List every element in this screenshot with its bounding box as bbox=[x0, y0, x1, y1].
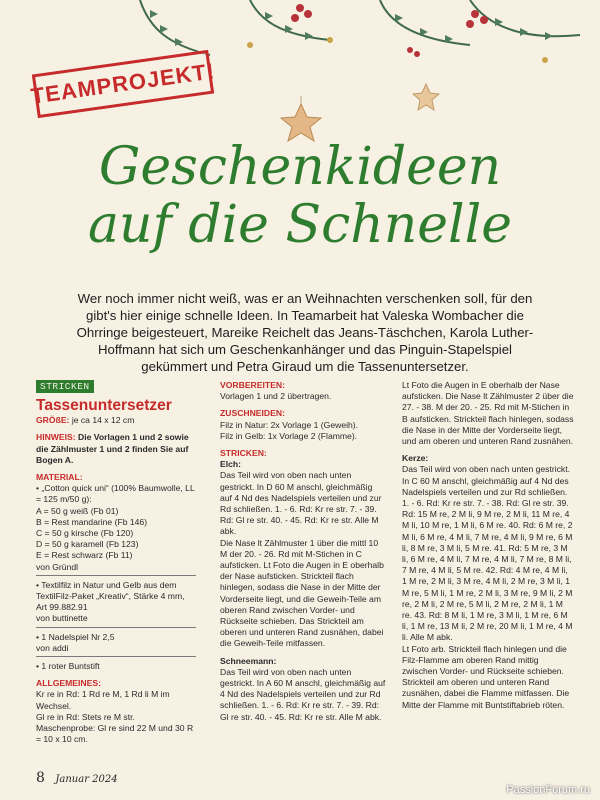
star-ornament-icon bbox=[411, 82, 441, 112]
project-heading: Tassenuntersetzer bbox=[36, 397, 172, 415]
column-3 bbox=[402, 380, 574, 711]
divider bbox=[36, 575, 196, 576]
material-line: C = 50 g kirsche (Fb 120) bbox=[36, 528, 134, 539]
page-number: 8 bbox=[36, 770, 45, 786]
material-line: • „Cotton quick uni“ (100% Baumwolle, LL = 125 m/50 g): bbox=[36, 483, 195, 505]
prepare-label: VORBEREITEN: bbox=[220, 380, 285, 390]
snowman-text: Das Teil wird von oben nach unten gestrickt. In A 60 M anschl, gleichmäßig auf 4 Nd des Nadelspiels verteilen und zur Rd schließen. 1. - 6. Rd: Kr re str. 7. - 39. Rd: Gl re str. 40. - 45. Rd: Kr re str. Alle M abk. bbox=[220, 666, 386, 722]
cut-label: ZUSCHNEIDEN: bbox=[220, 408, 285, 419]
snowman-label: Schneemann: bbox=[220, 655, 277, 666]
page-title-line2: auf die Schnelle bbox=[87, 195, 513, 255]
general-line: Maschenprobe: Gl re sind 22 M und 30 R = 10 x 10 cm. bbox=[36, 723, 194, 745]
material-line: E = Rest schwarz (Fb 11) bbox=[36, 550, 133, 561]
watermark: PassionForum.ru bbox=[506, 784, 590, 796]
general-line: Kr re in Rd: 1 Rd re M, 1 Rd li M im Wechsel. bbox=[36, 689, 170, 711]
material-line: D = 50 g karamell (Fb 123) bbox=[36, 539, 139, 550]
material-label: MATERIAL: bbox=[36, 472, 83, 483]
column-2 bbox=[220, 380, 386, 723]
column-1 bbox=[36, 380, 196, 745]
candle-text: Das Teil wird von oben nach unten gestrickt. In C 60 M anschl, gleichmäßig auf 4 Nd des Nadelspiels verteilen und zur Rd schließen. 1. - 6. Rd: Kr re str. 7. - 38. Rd: Gl re str. 39. Rd: 15 M re, 2 M li, 9 M re, 2 M li, 11 M re, 4 M li, 10 M re, 1 M li, 6 M re. 40. Rd: 6 M re, 2 M li, 6 M re, 4 M li, 7 M re, 4 M li, 9 M re, 6 M li, 8 M re, 3 M li, 5 M re. 41. Rd: 5 M re, 3 M li, 6 M re, 4 M li, 7 M re, 4 M li, 7 M re, 8 M li, 7 M re, 4 M li, 5 M re. 42. Rd: 4 M re, 4 M li, 1 M re, 2 M li, 3 M re, 4 M li, 2 M re, 3 M li, 1 M re, 5 M li, 1 M re, 2 M li, 3 M re, 9 M li, 2 M re, 2 M li, 2 M re, 5 M li, 2 M re, 2 M li, 1 M re. 43. Rd: 8 M li, 1 M re, 3 M li, 1 M re, 6 M li, 1 M re, 13 M li, 2 M re, 20 M li, 1 M re, 4 M li. Alle M abk. bbox=[402, 464, 573, 643]
divider bbox=[36, 656, 196, 657]
material-line: A = 50 g weiß (Fb 01) bbox=[36, 505, 119, 516]
elk-text-2: Die Nase lt Zählmuster 1 über die mittl 10 M der 20. - 26. Rd mit M-Stichen in C aufsticken. Lt Foto die Augen in E oberhalb der Nase aufsticken. Strickteil flach hinlegen, sodass die Nase in der Mitte der Vorderseite liegt, und die Geweih-Teile am oberen Rand zwischen Vorder- und Rückseite schieben. Das Strickteil am oberen und unteren Rand zusnähen, dabei die Geweih-Teile mitfassen. bbox=[220, 537, 384, 649]
general-line: Gl re in Rd: Stets re M str. bbox=[36, 711, 135, 722]
material-line: • 1 roter Buntstift bbox=[36, 661, 100, 672]
supplier-line: von buttinette bbox=[36, 613, 88, 624]
candle-text-2: Lt Foto arb. Strickteil flach hinlegen und die Filz-Flamme am oberen Rand mittig zwischen Vorder- und Rückseite schieben. Strickteil am oberen und unteren Rand zusnähen, dabei die Flamme mitfassen. Die Mitte der Flamme mit Buntstiftabrieb röten. bbox=[402, 643, 570, 710]
issue-month: Januar 2024 bbox=[55, 774, 118, 785]
prepare-text: Vorlagen 1 und 2 übertragen. bbox=[220, 391, 332, 402]
hint-label: HINWEIS: bbox=[36, 432, 76, 443]
candle-label: Kerze: bbox=[402, 453, 429, 464]
divider bbox=[36, 627, 196, 628]
cut-line: Filz in Gelb: 1x Vorlage 2 (Flamme). bbox=[220, 430, 358, 441]
snowman-continued-text: Lt Foto die Augen in E oberhalb der Nase aufsticken. Die Nase lt Zählmuster 2 über die 27. - 38. M der 20. - 25. Rd mit M-Stichen in B aufsticken. Strickteil flach hinlegen, sodass die Nase in der Mitte der Vorderseite liegt, und am oberen und unteren Rand zusnähen. bbox=[402, 380, 574, 447]
page-footer bbox=[36, 770, 118, 786]
hint-text: Die Vorlagen 1 und 2 sowie die Zählmuster 1 und 2 finden Sie auf Bogen A. bbox=[36, 432, 189, 465]
general-label: ALLGEMEINES: bbox=[36, 678, 101, 689]
supplier-line: von Gründl bbox=[36, 561, 79, 572]
elk-label: Elch: bbox=[220, 459, 242, 470]
knit-label: STRICKEN: bbox=[220, 448, 267, 459]
teamprojekt-stamp: TEAMPROJEKT! bbox=[32, 50, 214, 118]
size-text: je ca 14 x 12 cm bbox=[71, 415, 135, 426]
elk-text: Das Teil wird von oben nach unten gestrickt. In D 60 M anschl, gleichmäßig auf 4 Nd des Nadelspiels verteilen und zur Rd schließen. 1. - 6. Rd: Kr re str. 7. - 39. Rd: Gl re str. 40. - 45. Rd: Kr re str. Alle M abk. bbox=[220, 470, 382, 537]
page-title-line1: Geschenkideen bbox=[98, 137, 502, 197]
intro-paragraph: Wer noch immer nicht weiß, was er an Weihnachten verschenken soll, für den gibt's hier einige schnelle Ideen. In Teamarbeit hat Valeska Wombacher die Ohrringe beigesteuert, Mareike Reichelt das Jeans-Täschchen, Karola Luther-Hoffmann hat sich um Geschenkanhänger und das Pinguin-Stapelspiel gekümmert und Petra Giraud um die Tassenuntersetzer. bbox=[76, 291, 534, 374]
size-label: GRÖßE: bbox=[36, 415, 70, 426]
material-line: • Textilfilz in Natur und Gelb aus dem TextilFilz-Paket „Kreativ“, Stärke 4 mm, Art 99.882.91 bbox=[36, 579, 185, 613]
material-line: B = Rest mandarine (Fb 146) bbox=[36, 516, 148, 527]
supplier-line: von addi bbox=[36, 642, 69, 653]
cut-line: Filz in Natur: 2x Vorlage 1 (Geweih). bbox=[220, 419, 359, 430]
material-line: • 1 Nadelspiel Nr 2,5 bbox=[36, 631, 115, 642]
section-tag: STRICKEN bbox=[36, 380, 94, 393]
